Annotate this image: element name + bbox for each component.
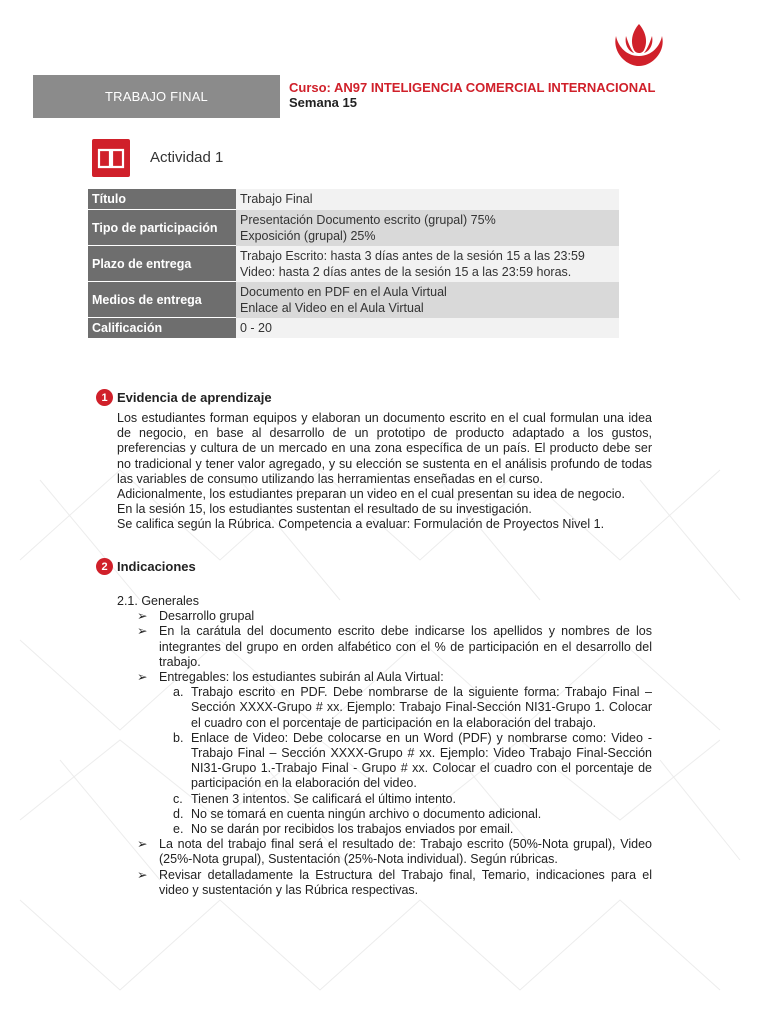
list-item: ➢ Desarrollo grupal bbox=[137, 609, 255, 624]
evidencia-paragraph: Los estudiantes forman equipos y elaboran un documento escrito en el cual formulan una idea de negocio, en base al desarrollo de un prototipo de producto adaptado a los gustos, preferencias y cultura de un mercado en una zona específica de un país. El producto debe ser no tradicional y tener valor agregado, y su elección se sustenta en el análisis profundo de todas las variables de consumo utilizando las herramientas enseñadas en el curso. Adicionalmente, los estudiantes preparan un video en el cual presentan su idea de negocio. En la sesión 15, los estudiantes sustentan el resultado de su investigación. Se califica según la Rúbrica. Competencia a evaluar: Formulación de Proyectos Nivel 1. bbox=[117, 411, 652, 532]
list-item: ➢ En la carátula del documento escrito debe indicarse los apellidos y nombres de los integrantes del grupo en orden alfabético con el % de participación en el desarrollo del trabajo. bbox=[137, 624, 652, 669]
row-key: Calificación bbox=[88, 318, 236, 339]
section-number-badge: 2 bbox=[96, 558, 113, 575]
row-value: Documento en PDF en el Aula Virtual Enlace al Video en el Aula Virtual bbox=[236, 282, 619, 318]
sub-list bbox=[159, 685, 652, 837]
course-heading bbox=[289, 80, 655, 110]
table-row bbox=[88, 210, 619, 246]
table-row bbox=[88, 282, 619, 318]
list-item: b. Enlace de Video: Debe colocarse en un Word (PDF) y nombrarse como: Video - Trabajo Final – Sección XXXX-Grupo # xx. Ejemplo: Video Trabajo Final-Sección NI31-Grupo 1.-Trabajo Final - Grupo # xx. Colocar el cuadro con el porcentaje de participación en la elaboración del video. bbox=[173, 730, 652, 791]
activity-title: Actividad 1 bbox=[150, 149, 224, 166]
subsection-title: 2.1. Generales bbox=[117, 594, 199, 608]
row-value: 0 - 20 bbox=[236, 318, 619, 339]
bullet-list bbox=[117, 609, 652, 898]
book-icon bbox=[92, 139, 130, 177]
list-item: e. No se darán por recibidos los trabajos enviados por email. bbox=[173, 822, 514, 837]
row-key: Título bbox=[88, 189, 236, 210]
section-title: Evidencia de aprendizaje bbox=[117, 390, 272, 405]
row-value: Presentación Documento escrito (grupal) 75% Exposición (grupal) 25% bbox=[236, 210, 619, 246]
list-item: ➢ La nota del trabajo final será el resultado de: Trabajo escrito (50%-Nota grupal), Video (25%-Nota grupal), Sustentación (25%-Nota individual). Según rúbricas. bbox=[137, 837, 652, 867]
document-type-banner bbox=[33, 75, 280, 118]
section-title: Indicaciones bbox=[117, 559, 196, 574]
week-label: Semana 15 bbox=[289, 95, 357, 110]
list-item: ➢ Entregables: los estudiantes subirán al Aula Virtual: a. Trabajo escrito en PDF. Debe nombrarse de la siguiente forma: Trabajo Final – Sección XXXX-Grupo # xx. Ejemplo: Trabajo Final-Sección NI31-Grupo 1. Colocar el cuadro con el porcentaje de participación en la elaboración del trabajo. b. Enlace de Video: Debe colocarse en un Word (PDF) y nombrarse como: Video - Trabajo Final – Sección XXXX-Grupo # xx. Ejemplo: Video Trabajo Final-Sección NI31-Grupo 1.-Trabajo Final - Grupo # xx. Colocar el cuadro con el porcentaje de participación en la elaboración del video. c. Tienen 3 intentos. Se calificará el último intento. d. No se tomará en cuenta ningún archivo o documento adicional. e. No se darán por recibidos los trabajos enviados por email. bbox=[137, 670, 652, 837]
section-heading-evidencia bbox=[96, 389, 272, 406]
activity-info-table bbox=[88, 188, 619, 338]
row-key: Medios de entrega bbox=[88, 282, 236, 318]
table-row bbox=[88, 246, 619, 282]
section-number-badge: 1 bbox=[96, 389, 113, 406]
row-value: Trabajo Final bbox=[236, 189, 619, 210]
indicaciones-body bbox=[117, 594, 652, 898]
course-title: Curso: AN97 INTELIGENCIA COMERCIAL INTERNACIONAL bbox=[289, 80, 656, 95]
row-key: Plazo de entrega bbox=[88, 246, 236, 282]
table-row bbox=[88, 318, 619, 339]
row-key: Tipo de participación bbox=[88, 210, 236, 246]
list-item: c. Tienen 3 intentos. Se calificará el último intento. bbox=[173, 791, 456, 806]
list-item: a. Trabajo escrito en PDF. Debe nombrarse de la siguiente forma: Trabajo Final – Sección XXXX-Grupo # xx. Ejemplo: Trabajo Final-Sección NI31-Grupo 1. Colocar el cuadro con el porcentaje de participación en la elaboración del trabajo. bbox=[173, 685, 652, 730]
upc-logo-icon bbox=[610, 22, 668, 68]
document-type-label: TRABAJO FINAL bbox=[104, 89, 208, 104]
row-value: Trabajo Escrito: hasta 3 días antes de la sesión 15 a las 23:59 Video: hasta 2 días antes de la sesión 15 a las 23:59 horas. bbox=[236, 246, 619, 282]
table-row bbox=[88, 189, 619, 210]
list-item: d. No se tomará en cuenta ningún archivo o documento adicional. bbox=[173, 806, 542, 821]
list-item: ➢ Revisar detalladamente la Estructura del Trabajo final, Temario, indicaciones para el video y sustentación y las Rúbrica respectivas. bbox=[137, 867, 652, 897]
section-heading-indicaciones bbox=[96, 558, 196, 575]
